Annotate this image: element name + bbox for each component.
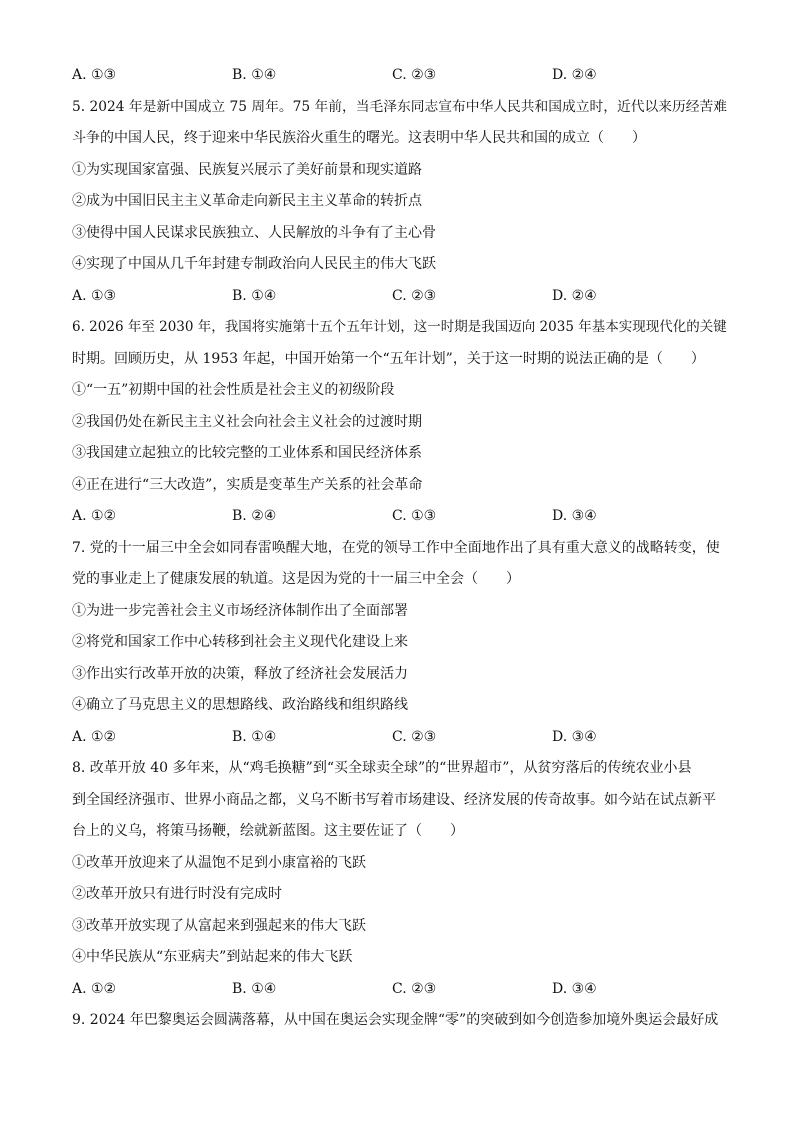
- statement: ②成为中国旧民主主义革命走向新民主主义革命的转折点: [72, 193, 422, 209]
- question-stem: 9. 2024 年巴黎奥运会圆满落幕，从中国在奥运会实现金牌“零”的突破到如今创造参加境外奥运会最好成: [72, 1012, 719, 1028]
- statement: ①为进一步完善社会主义市场经济体制作出了全面部署: [72, 602, 408, 619]
- statement: ④确立了马克思主义的思想路线、政治路线和组织路线: [72, 697, 408, 713]
- option-a[interactable]: A. ①②: [72, 980, 117, 997]
- question-stem: 6. 2026 年至 2030 年，我国将实施第十五个五年计划，这一时期是我国迈向 2035 年基本实现现代化的关键: [72, 319, 727, 335]
- option-a[interactable]: A. ①②: [72, 728, 117, 745]
- question-stem: 时期。回顾历史，从 1953 年起，中国开始第一个“五年计划”，关于这一时期的说法正确的是（ ）: [72, 350, 705, 367]
- question-stem: 8. 改革开放 40 多年来，从“鸡毛换糖”到“买全球卖全球”的“世界超市”，从贫穷落后的传统农业小县: [72, 760, 692, 776]
- statement: ①改革开放迎来了从温饱不足到小康富裕的飞跃: [72, 854, 366, 871]
- statement: ④正在进行“三大改造”，实质是变革生产关系的社会革命: [72, 476, 423, 493]
- exam-page: [72, 60, 727, 1037]
- option-d[interactable]: D. ②④: [552, 67, 597, 83]
- question-8: [72, 753, 727, 1005]
- question-stem: 到全国经济强市、世界小商品之都，义乌不断书写着市场建设、经济发展的传奇故事。如今站在试点新平: [72, 791, 716, 808]
- option-d[interactable]: D. ②④: [552, 287, 597, 304]
- option-c[interactable]: C. ②③: [392, 287, 437, 304]
- option-a[interactable]: A. ①③: [72, 287, 117, 304]
- option-d[interactable]: D. ③④: [552, 508, 597, 524]
- option-a[interactable]: A. ①③: [72, 67, 117, 83]
- option-b[interactable]: B. ①④: [232, 728, 277, 745]
- q8-options: [72, 974, 727, 1006]
- q7-options: [72, 722, 727, 754]
- question-stem: 5. 2024 年是新中国成立 75 周年。75 年前，当毛泽东同志宣布中华人民共和国成立时，近代以来历经苦难: [72, 98, 727, 115]
- option-d[interactable]: D. ③④: [552, 980, 597, 997]
- question-9: [72, 1005, 727, 1037]
- question-stem: 斗争的中国人民，终于迎来中华民族浴火重生的曙光。这表明中华人民共和国的成立（ ）: [72, 130, 646, 146]
- statement: ②我国仍处在新民主主义社会向社会主义社会的过渡时期: [72, 413, 422, 430]
- question-5: [72, 92, 727, 313]
- option-c[interactable]: C. ①③: [392, 508, 437, 524]
- statement: ③改革开放实现了从富起来到强起来的伟大飞跃: [72, 917, 366, 934]
- q6-options: [72, 501, 727, 533]
- option-a[interactable]: A. ①②: [72, 508, 117, 524]
- statement: ③我国建立起独立的比较完整的工业体系和国民经济体系: [72, 445, 422, 461]
- q5-options: [72, 281, 727, 313]
- question-stem: 台上的义乌，将策马扬鞭，绘就新蓝图。这主要佐证了（ ）: [72, 823, 464, 839]
- option-b[interactable]: B. ①④: [232, 67, 277, 83]
- option-c[interactable]: C. ②③: [392, 980, 437, 997]
- q4-options: [72, 60, 727, 92]
- option-b[interactable]: B. ①④: [232, 980, 277, 997]
- question-stem: 党的事业走上了健康发展的轨道。这是因为党的十一届三中全会（ ）: [72, 571, 520, 587]
- question-stem: 7. 党的十一届三中全会如同春雷唤醒大地，在党的领导工作中全面地作出了具有重大意义的战略转变，使: [72, 539, 720, 556]
- statement: ③使得中国人民谋求民族独立、人民解放的斗争有了主心骨: [72, 224, 436, 241]
- option-b[interactable]: B. ②④: [232, 508, 277, 524]
- statement: ④中华民族从“东亚病夫”到站起来的伟大飞跃: [72, 949, 353, 965]
- statement: ①“一五”初期中国的社会性质是社会主义的初级阶段: [72, 382, 395, 398]
- option-b[interactable]: B. ①④: [232, 287, 277, 304]
- statement: ②改革开放只有进行时没有完成时: [72, 886, 282, 902]
- statement: ②将党和国家工作中心转移到社会主义现代化建设上来: [72, 634, 408, 650]
- option-c[interactable]: C. ②③: [392, 728, 437, 745]
- statement: ①为实现国家富强、民族复兴展示了美好前景和现实道路: [72, 161, 422, 178]
- question-7: [72, 533, 727, 754]
- statement: ③作出实行改革开放的决策，释放了经济社会发展活力: [72, 665, 408, 682]
- option-c[interactable]: C. ②③: [392, 67, 437, 83]
- question-6: [72, 312, 727, 533]
- statement: ④实现了中国从几千年封建专制政治向人民民主的伟大飞跃: [72, 256, 436, 272]
- option-d[interactable]: D. ③④: [552, 728, 597, 745]
